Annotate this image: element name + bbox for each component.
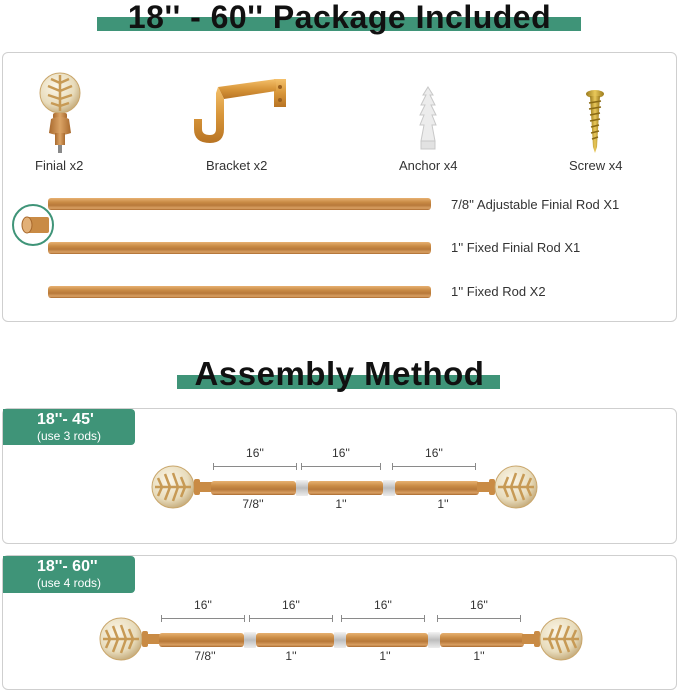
dimension-line [301,466,381,467]
rod-segment [256,633,334,647]
bracket-label: Bracket x2 [206,158,268,173]
segment-length: 16'' [246,446,264,460]
rod-size-label: 1'' [285,649,297,663]
finial-icon [98,616,160,662]
dimension-tick [424,615,425,622]
dimension-tick [392,463,393,470]
fixed-finial-rod [48,242,431,254]
range-tag [3,556,135,593]
dimension-tick [332,615,333,622]
assembly-panel-4-rods [2,555,677,690]
screw-part [583,89,607,155]
dimension-line [161,618,245,619]
finial-icon [522,616,584,662]
bracket-part [188,73,293,153]
rod-size-label: 1'' [379,649,391,663]
range-title: 18''- 60'' [37,558,98,575]
finial-icon [477,464,539,510]
dimension-tick [475,463,476,470]
fixed-rod [48,286,431,298]
fixed-rod-label: 1'' Fixed Rod X2 [451,284,546,299]
package-heading [0,0,679,34]
rod-end-zoom-icon [11,203,55,247]
rod-size-label: 7/8'' [242,497,264,511]
range-note: (use 4 rods) [37,576,102,590]
dimension-tick [437,615,438,622]
rod-size-label: 1'' [335,497,347,511]
dimension-tick [380,463,381,470]
dimension-line [392,466,476,467]
rod-connector [334,632,346,648]
dimension-tick [301,463,302,470]
segment-length: 16'' [332,446,350,460]
anchor-part [413,83,443,155]
finial-part [33,71,88,156]
range-note: (use 3 rods) [37,429,102,443]
dimension-tick [161,615,162,622]
dimension-tick [213,463,214,470]
adjustable-finial-rod [48,198,431,210]
dimension-line [249,618,333,619]
rod-size-label: 1'' [473,649,485,663]
anchor-icon [413,83,443,155]
range-tag [3,409,135,445]
segment-length: 16'' [425,446,443,460]
segment-length: 16'' [282,598,300,612]
rod-connector [244,632,256,648]
finial-icon [33,71,88,156]
segment-length: 16'' [194,598,212,612]
dimension-line [341,618,425,619]
screw-icon [583,89,607,155]
assembly-heading [0,355,679,393]
rod-segment [346,633,428,647]
dimension-tick [249,615,250,622]
rod-segment [211,481,296,495]
adjustable-finial-rod-label: 7/8'' Adjustable Finial Rod X1 [451,197,620,212]
rod-connector [383,480,395,496]
segment-length: 16'' [470,598,488,612]
package-title: 18'' - 60'' Package Included [127,0,552,35]
dimension-tick [341,615,342,622]
bracket-icon [188,73,293,153]
finial-icon [150,464,212,510]
rod-connector [296,480,308,496]
assembly-title: Assembly Method [194,355,485,392]
rod-connector [428,632,440,648]
anchor-label: Anchor x4 [399,158,458,173]
rod-segment [308,481,383,495]
rod-size-label: 7/8'' [194,649,216,663]
package-panel [2,52,677,322]
rod-segment [159,633,244,647]
dimension-tick [296,463,297,470]
dimension-line [213,466,297,467]
rod-segment [395,481,479,495]
dimension-line [437,618,521,619]
screw-label: Screw x4 [569,158,623,173]
rod-size-label: 1'' [437,497,449,511]
fixed-finial-rod-label: 1'' Fixed Finial Rod X1 [451,240,581,255]
rod-segment [440,633,524,647]
dimension-tick [244,615,245,622]
finial-label: Finial x2 [35,158,84,173]
segment-length: 16'' [374,598,392,612]
assembly-panel-3-rods [2,408,677,544]
range-title: 18''- 45' [37,411,94,428]
dimension-tick [520,615,521,622]
